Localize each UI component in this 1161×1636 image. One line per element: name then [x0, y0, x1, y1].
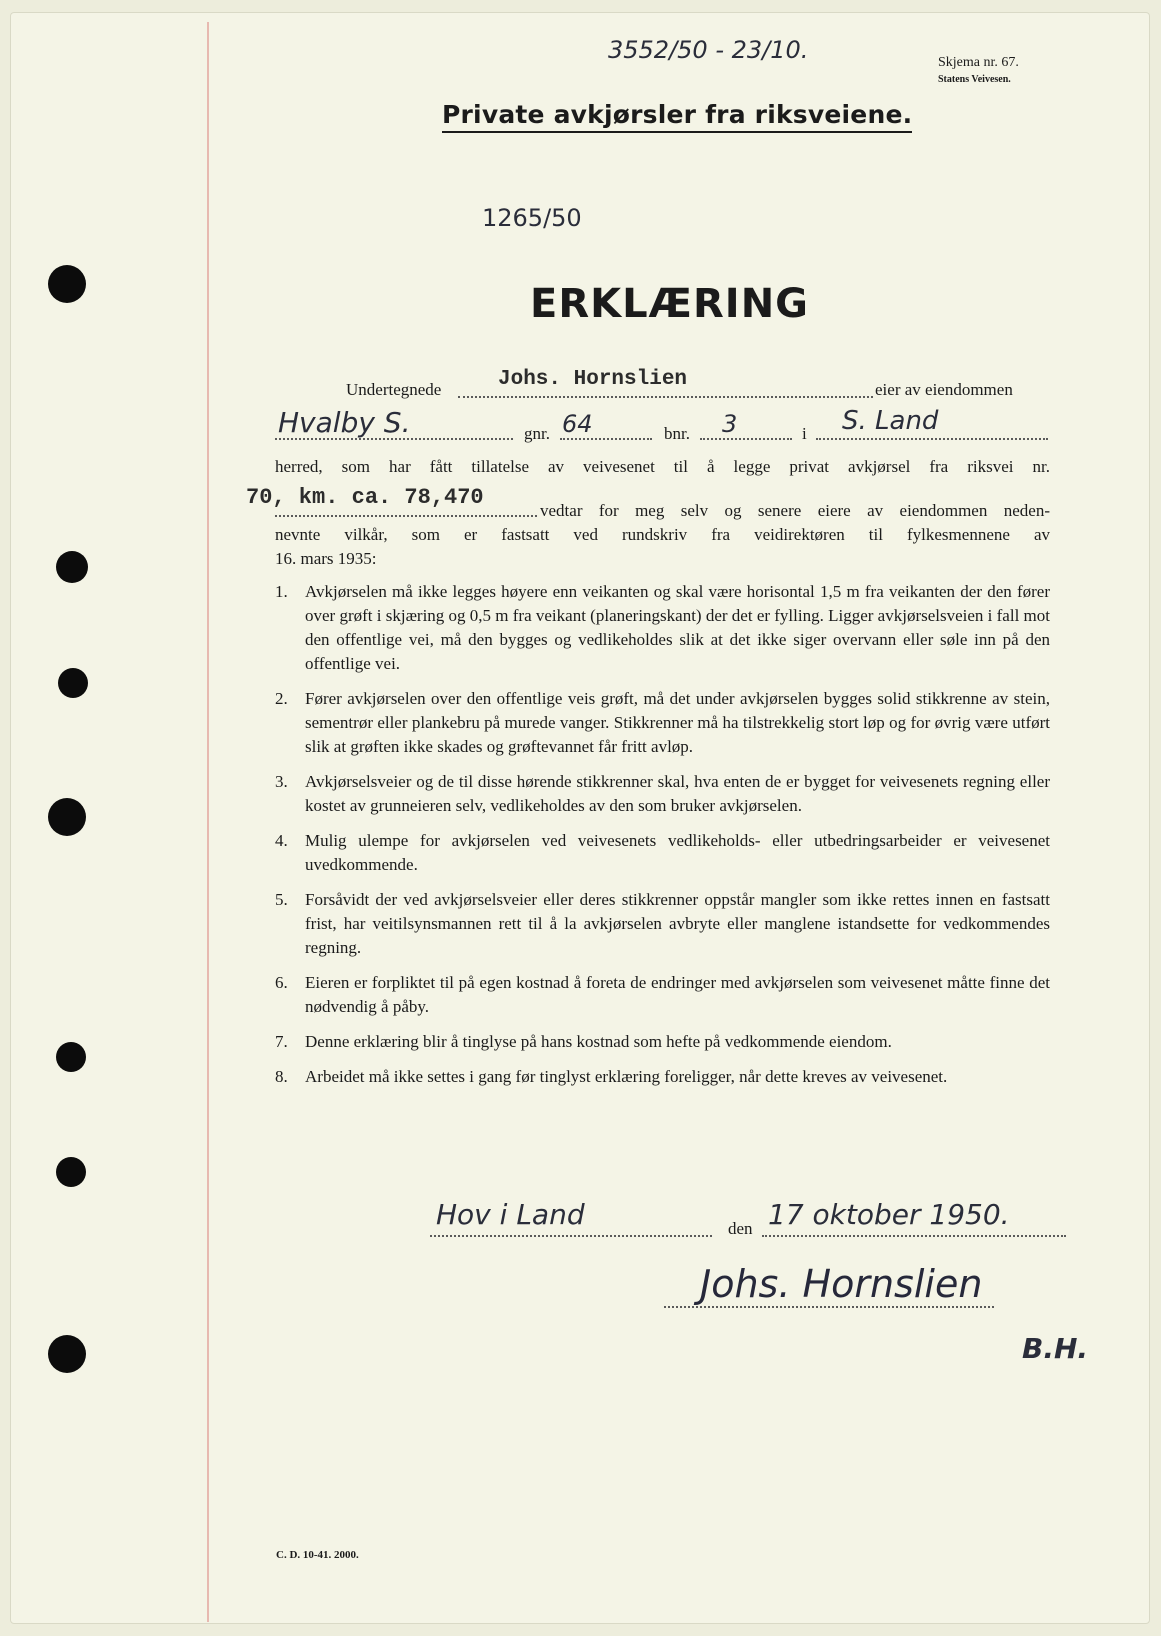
place-line [430, 1235, 712, 1237]
condition-number: 7. [275, 1032, 288, 1051]
form-label: Skjema nr. 67. [938, 55, 1019, 70]
case-number: 1265/50 [482, 204, 582, 232]
condition-item [275, 687, 1050, 759]
condition-item [275, 1030, 1050, 1054]
condition-text: Avkjørselsveier og de til disse hørende stikkrenner skal, hva enten de er bygget for veivesenets regning eller kostet av grunneieren selv, vedlikeholdes av den som bruker avkjørselen. [305, 772, 1050, 815]
punch-hole [48, 265, 86, 303]
road-km: 70, km. ca. 78,470 [246, 485, 484, 510]
signature: Johs. Hornslien [700, 1262, 983, 1306]
form-issuer: Statens Veivesen. [938, 74, 1011, 85]
clerk-initials: B.H. [1022, 1332, 1089, 1365]
declaration-line-3: vedtar for meg selv og senere eiere av eiendommen neden- [540, 501, 1050, 520]
municipality: S. Land [842, 406, 939, 436]
condition-number: 4. [275, 831, 288, 850]
condition-text: Eieren er forpliktet til på egen kostnad å foreta de endringer med avkjørselen som veivesenet måtte finne det nødvendig å påby. [305, 973, 1050, 1016]
bnr-label: bnr. [664, 424, 690, 443]
gnr-line [560, 438, 652, 440]
undersigned-label: Undertegnede [346, 380, 442, 399]
municipality-line [816, 438, 1048, 440]
punch-hole [56, 1042, 86, 1072]
condition-number: 1. [275, 582, 288, 601]
document-title: Private avkjørsler fra riksveiene. [442, 100, 912, 133]
margin-rule [207, 22, 209, 1622]
handwritten-reference: 3552/50 - 23/10. [608, 36, 809, 64]
condition-number: 3. [275, 772, 288, 791]
road-km-line [275, 515, 537, 517]
date-label: den [728, 1219, 753, 1238]
condition-text: Denne erklæring blir å tinglyse på hans kostnad som hefte på vedkommende eiendom. [305, 1032, 892, 1051]
date: 17 oktober 1950. [768, 1198, 1010, 1231]
punch-hole [56, 551, 88, 583]
punch-hole [48, 1335, 86, 1373]
place: Hov i Land [436, 1198, 585, 1231]
condition-text: Fører avkjørselen over den offentlige veis grøft, må det under avkjørselen bygges solid stikkrenne av stein, sementrør eller plankebru på murede vanger. Stikkrenner må ha tilstrekkelig stort løp og for øvrig være utført slik at grøften ikke skades og grøftevannet får fritt avløp. [305, 689, 1050, 756]
condition-text: Arbeidet må ikke settes i gang før tinglyst erklæring foreligger, når dette kreves av veivesenet. [305, 1067, 948, 1086]
date-line [762, 1235, 1066, 1237]
condition-number: 6. [275, 973, 288, 992]
property-name: Hvalby S. [278, 406, 411, 439]
condition-text: Avkjørselen må ikke legges høyere enn veikanten og skal være horisontal 1,5 m fra veikanten der den fører over grøft i skjæring og 0,5 m fra veikant (planeringskant) der det er fylling. Ligger avkjørselsveien i fall mot den offentlige vei, må den bygges og vedlikeholdes slik at det ikke siger overvann eller søle inn på den offentlige vei. [305, 582, 1050, 673]
punch-hole [56, 1157, 86, 1187]
declaration-line-5: 16. mars 1935: [275, 549, 377, 568]
form-code: C. D. 10-41. 2000. [276, 1549, 359, 1561]
conditions-list [275, 580, 1050, 1100]
condition-item [275, 1065, 1050, 1089]
form-header [938, 54, 1019, 88]
punch-hole [48, 798, 86, 836]
punch-hole [58, 668, 88, 698]
i-label: i [802, 424, 807, 443]
declaration-line-4: nevnte vilkår, som er fastsatt ved rundskriv fra veidirektøren til fylkesmennene av [275, 525, 1050, 544]
condition-text: Forsåvidt der ved avkjørselsveier eller deres stikkrenner oppstår mangler som ikke rettes innen en fastsatt frist, har veitilsynsmannen rett til å la avkjørselen avbryte eller manglene istandsette for vedkommendes regning. [305, 890, 1050, 957]
condition-item [275, 829, 1050, 877]
condition-number: 5. [275, 890, 288, 909]
condition-item [275, 971, 1050, 1019]
gnr-value: 64 [562, 410, 593, 438]
undersigned-name: Johs. Hornslien [498, 368, 688, 391]
bnr-value: 3 [722, 410, 738, 438]
undersigned-line [458, 396, 873, 398]
gnr-label: gnr. [524, 424, 550, 443]
condition-item [275, 888, 1050, 960]
owner-label: eier av eiendommen [875, 380, 1013, 399]
document-heading: ERKLÆRING [530, 281, 809, 327]
condition-number: 2. [275, 689, 288, 708]
signature-line [664, 1306, 994, 1308]
condition-text: Mulig ulempe for avkjørselen ved veivesenets vedlikeholds- eller utbedringsarbeider er veivesenet uvedkommende. [305, 831, 1050, 874]
condition-number: 8. [275, 1067, 288, 1086]
condition-item [275, 770, 1050, 818]
declaration-line-2: herred, som har fått tillatelse av veivesenet til å legge privat avkjørsel fra riksvei nr. [275, 457, 1050, 476]
condition-item [275, 580, 1050, 676]
bnr-line [700, 438, 792, 440]
